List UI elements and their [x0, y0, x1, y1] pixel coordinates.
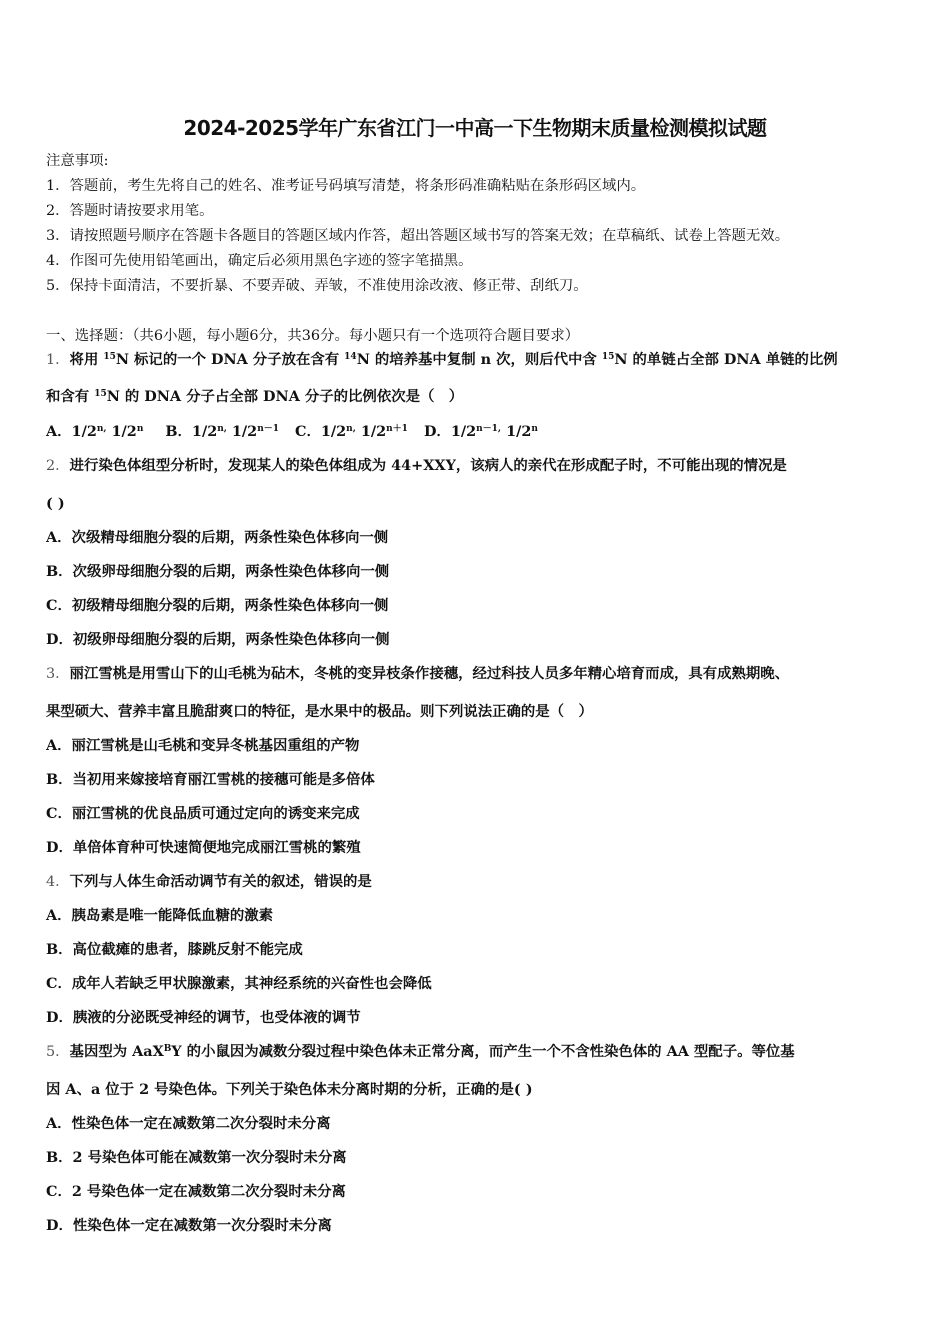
q3-stem-line-2: 果型硕大、营养丰富且脆甜爽口的特征，是水果中的极品。则下列说法正确的是（ ） [46, 703, 593, 720]
q5-stem-line-2: 因 A、a 位于 2 号染色体。下列关于染色体未分离时期的分析，正确的是( ) [46, 1081, 533, 1098]
q4-option-a: A．胰岛素是唯一能降低血糖的激素 [46, 907, 274, 924]
q2-stem-line-2: ( ) [46, 495, 65, 512]
q5-option-a: A．性染色体一定在减数第二次分裂时未分离 [46, 1115, 331, 1132]
q3-option-b: B．当初用来嫁接培育丽江雪桃的接穗可能是多倍体 [46, 771, 375, 788]
notice-heading: 注意事项: [46, 153, 109, 169]
notice-item-3: 3．请按照题号顺序在答题卡各题目的答题区域内作答，超出答题区域书写的答案无效；在草稿纸、试卷上答题无效。 [46, 228, 790, 244]
q1-option-d: D．$1/2^{n-1,}$ 1/2$^n$ [423, 423, 538, 440]
q1-option-b: B．$1/2^{n,}$ $1/2^{n-1}$ [165, 423, 280, 440]
q3-stem-line-1: 3．丽江雪桃是用雪山下的山毛桃为砧木，冬桃的变异枝条作接穗，经过科技人员多年精心培育而成，具有成熟期晚、 [46, 665, 790, 682]
notice-item-2: 2．答题时请按要求用笔。 [46, 203, 214, 219]
notice-item-5: 5．保持卡面清洁，不要折暴、不要弄破、弄皱，不准使用涂改液、修正带、刮纸刀。 [46, 278, 588, 294]
q1-stem-line-1: 1．将用 $^{15}$N 标记的一个 DNA 分子放在含有 $^{14}$N 的培养基中复制 n 次，则后代中含 $^{15}$N 的单链占全部 DNA 单链的比例 [46, 351, 838, 368]
q2-option-a: A．次级精母细胞分裂的后期，两条性染色体移向一侧 [46, 529, 389, 546]
q4-option-b: B．高位截瘫的患者，膝跳反射不能完成 [46, 941, 303, 958]
q4-number: 4． [46, 874, 70, 890]
q4-option-c: C．成年人若缺乏甲状腺激素，其神经系统的兴奋性也会降低 [46, 975, 432, 992]
q1-option-a: A．$1/2^{n,}$ 1/2$^n$ [46, 423, 144, 440]
q3-option-c: C．丽江雪桃的优良品质可通过定向的诱变来完成 [46, 805, 360, 822]
q2-option-d: D．初级卵母细胞分裂的后期，两条性染色体移向一侧 [46, 631, 390, 648]
q2-number: 2． [46, 458, 70, 474]
q4-stem: 4．下列与人体生命活动调节有关的叙述，错误的是 [46, 873, 372, 890]
q3-option-a: A．丽江雪桃是山毛桃和变异冬桃基因重组的产物 [46, 737, 360, 754]
q3-option-d: D．单倍体育种可快速简便地完成丽江雪桃的繁殖 [46, 839, 361, 856]
q1-number: 1． [46, 352, 70, 368]
q2-stem-line-1: 2．进行染色体组型分析时，发现某人的染色体组成为 44+XXY，该病人的亲代在形成配子时，不可能出现的情况是 [46, 457, 787, 474]
q3-number: 3． [46, 666, 70, 682]
q5-option-b: B．2 号染色体可能在减数第一次分裂时未分离 [46, 1149, 347, 1166]
q1-option-c: C．$1/2^{n,}$ $1/2^{n+1}$ [295, 423, 408, 440]
q5-stem-line-1: 5．基因型为 AaX$^B$Y 的小鼠因为减数分裂过程中染色体未正常分离，而产生一个不含性染色体的 AA 型配子。等位基 [46, 1043, 795, 1060]
q1-stem-line-2: 和含有 $^{15}$N 的 DNA 分子占全部 DNA 分子的比例依次是（ ） [46, 388, 464, 405]
q5-option-c: C．2 号染色体一定在减数第二次分裂时未分离 [46, 1183, 346, 1200]
notice-item-4: 4．作图可先使用铅笔画出，确定后必须用黑色字迹的签字笔描黑。 [46, 253, 473, 269]
notice-item-1: 1．答题前，考生先将自己的姓名、准考证号码填写清楚，将条形码准确粘贴在条形码区域内。 [46, 178, 646, 194]
section-heading: 一、选择题：（共6小题，每小题6分，共36分。每小题只有一个选项符合题目要求） [46, 328, 580, 344]
q5-option-d: D．性染色体一定在减数第一次分裂时未分离 [46, 1217, 332, 1234]
q2-option-c: C．初级精母细胞分裂的后期，两条性染色体移向一侧 [46, 597, 389, 614]
q4-option-d: D．胰液的分泌既受神经的调节，也受体液的调节 [46, 1009, 361, 1026]
q5-number: 5． [46, 1044, 70, 1060]
q2-option-b: B．次级卵母细胞分裂的后期，两条性染色体移向一侧 [46, 563, 390, 580]
page-title: 2024-2025学年广东省江门一中高一下生物期末质量检测模拟试题 [183, 116, 767, 140]
q1-options [46, 422, 916, 442]
